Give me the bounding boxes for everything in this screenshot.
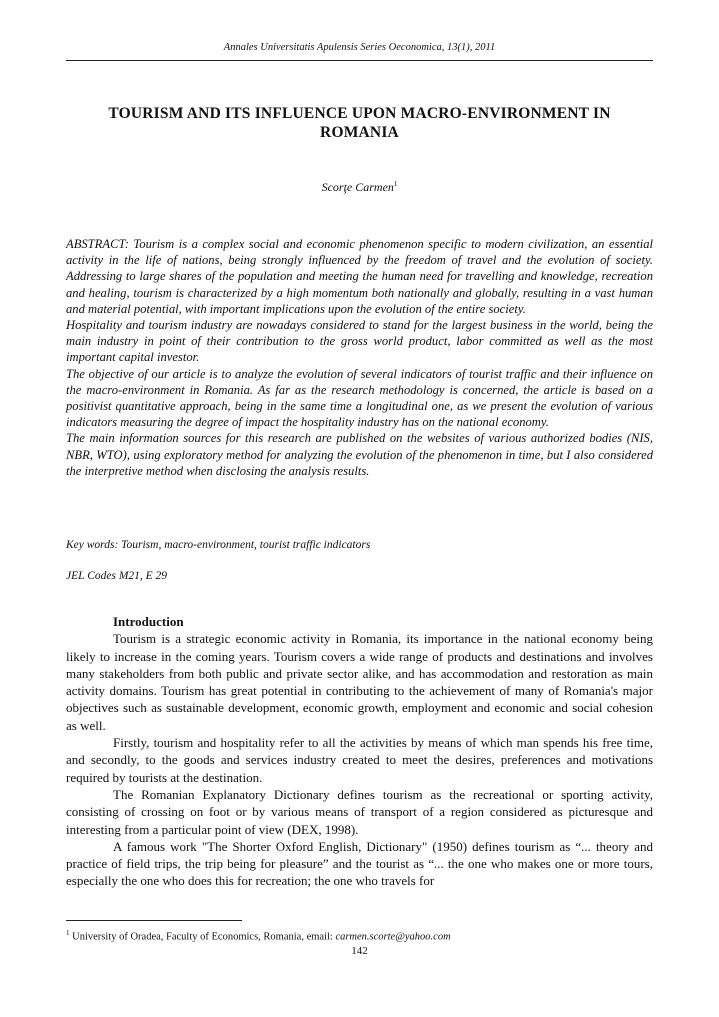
abstract-paragraph: ABSTRACT: Tourism is a complex social and economic phenomenon specific to modern civilization, an essential activity in the life of nations, being strongly influenced by the freedom of travel and the evolution of society. Addressing to large shares of the population and meeting the human need for travelling and knowledge, recreation and healing, tourism is characterized by a high momentum both nationally and globally, resulting in a vast human and material potential, with important implications upon the evolution of the entire society.	[66, 237, 653, 316]
abstract-paragraph: The main information sources for this research are published on the websites of various authorized bodies (NIS, NBR, WTO), using exploratory method for analyzing the evolution of the phenomenon in time, but I also considered the interpretive method when disclosing the analysis results.	[66, 431, 653, 478]
title-line-2: ROMANIA	[320, 124, 399, 141]
abstract	[66, 236, 653, 479]
footnote	[66, 929, 653, 943]
title-line-1: TOURISM AND ITS INFLUENCE UPON MACRO-ENVIRONMENT IN	[108, 105, 611, 122]
keywords: Key words: Tourism, macro-environment, tourist traffic indicators	[66, 539, 371, 551]
body-paragraph: The Romanian Explanatory Dictionary defines tourism as the recreational or sporting activity, consisting of crossing on foot or by various means of transport of a region considered as picturesque and interesting from a particular point of view (DEX, 1998).	[66, 786, 653, 837]
abstract-paragraph: The objective of our article is to analyze the evolution of several indicators of tourist traffic and their influence on the macro-environment in Romania. As far as the research methodology is concerned, the article is based on a positivist quantitative approach, being in the same time a longitudinal one, as we present the evolution of various indicators measuring the degree of impact the hospitality industry has on the national economy.	[66, 366, 653, 430]
body-paragraph: Firstly, tourism and hospitality refer to all the activities by means of which man spends his free time, and secondly, to the goods and services industry created to meet the desires, preferences and motivations required by tourists at the destination.	[66, 735, 653, 785]
page-number: 142	[351, 945, 368, 957]
running-header: Annales Universitatis Apulensis Series Oeconomica, 13(1), 2011	[223, 42, 496, 53]
footnote-email: carmen.scorte@yahoo.com	[335, 931, 451, 943]
body-paragraph: Tourism is a strategic economic activity in Romania, its importance in the national economy being likely to increase in the coming years. Tourism covers a wide range of products and destinations and involves many stakeholders from both public and private sector alike, and has accommodation and restoration as main activity domains. Tourism has great potential in contributing to the achievement of many of Romania's major objectives such as sustainable development, economic growth, employment and economic and social cohesion as well.	[66, 631, 653, 733]
article-title	[66, 104, 653, 142]
footnote-text: University of Oradea, Faculty of Economics, Romania, email:	[69, 931, 336, 943]
introduction-section	[66, 613, 653, 890]
author-footnote-mark: 1	[393, 180, 398, 188]
jel-codes: JEL Codes M21, E 29	[66, 570, 168, 582]
author-line	[66, 180, 653, 195]
section-heading: Introduction	[113, 614, 184, 629]
footnote-mark: 1	[66, 929, 70, 937]
abstract-paragraph: Hospitality and tourism industry are nowadays considered to stand for the largest business in the world, being the main industry in point of their contribution to the gross world product, labor committed as well as the most important capital investor.	[66, 318, 653, 365]
footnote-rule	[66, 920, 242, 921]
author-name: Scorţe Carmen	[321, 180, 394, 194]
body-paragraph: A famous work "The Shorter Oxford English, Dictionary" (1950) defines tourism as “... theory and practice of field trips, the trip being for pleasure” and the tourist as “... the one who makes one or more tours, especially the one who does this for recreation; the one who travels for	[66, 838, 653, 889]
header-rule	[66, 60, 653, 61]
